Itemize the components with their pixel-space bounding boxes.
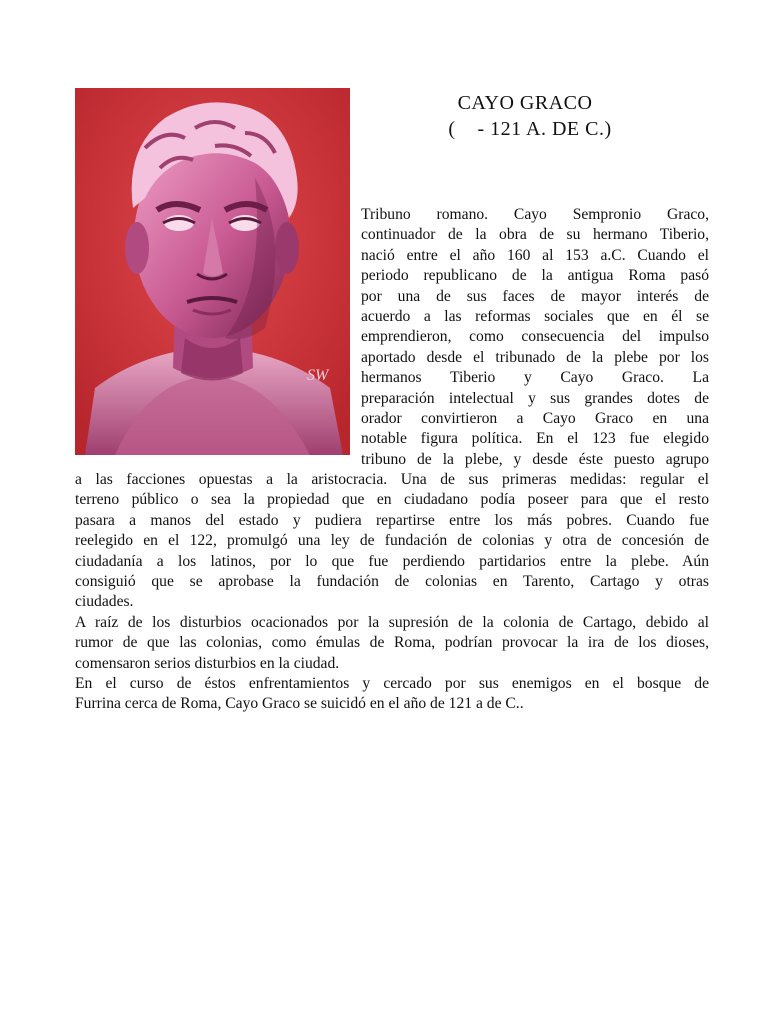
text-line: periodo republicano de la antigua Roma pasó <box>361 267 709 285</box>
text-line: Furrina cerca de Roma, Cayo Graco se suicidó en el año de 121 a de C.. <box>75 695 524 713</box>
text-line: orador convirtieron a Cayo Graco en una <box>361 410 709 428</box>
text-line: consiguió que se aprobase la fundación de colonias en Tarento, Cartago y otras <box>75 573 709 591</box>
page-subtitle-dates: ( - 121 A. DE C.) <box>448 118 612 140</box>
body-text-right-column <box>361 205 709 470</box>
text-line: pasara a manos del estado y pudiera repartirse entre los más pobres. Cuando fue <box>75 511 709 529</box>
text-line: Tribuno romano. Cayo Sempronio Graco, <box>361 206 709 223</box>
text-line: por una de sus faces de mayor interés de <box>361 287 709 305</box>
text-line: continuador de la obra de su hermano Tiberio, <box>361 226 709 244</box>
text-line: aportado desde el tribunado de la plebe por los <box>361 348 709 366</box>
text-line: A raíz de los disturbios ocacionados por la supresión de la colonia de Cartago, debido al <box>75 613 709 631</box>
text-line: nació entre el año 160 al 153 a.C. Cuando el <box>361 246 709 264</box>
text-line: ciudadanía a los latinos, por lo que fue perdiendo partidarios entre la plebe. Aún <box>75 552 709 570</box>
text-line: emprendieron, como consecuencia del impulso <box>361 328 709 346</box>
body-text-full-width <box>75 470 709 715</box>
text-line: comensaron serios disturbios en la ciudad. <box>75 654 340 672</box>
artist-signature: SW <box>307 367 329 384</box>
text-line: ciudades. <box>75 593 134 611</box>
text-line: acuerdo a las reformas sociales que en él se <box>361 308 709 326</box>
text-line: tribuno de la plebe, y desde éste puesto agrupo <box>361 450 709 468</box>
text-line: hermanos Tiberio y Cayo Graco. La <box>361 369 709 387</box>
text-line: reelegido en el 122, promulgó una ley de fundación de colonias y otra de concesión de <box>75 532 709 550</box>
text-line: rumor de que las colonias, como émulas de Roma, podrían provocar la ira de los dioses, <box>75 634 709 652</box>
page-title: CAYO GRACO <box>457 92 593 114</box>
bust-illustration <box>75 88 350 455</box>
text-line: notable figura política. En el 123 fue elegido <box>361 430 709 448</box>
text-line: En el curso de éstos enfrentamientos y cercado por sus enemigos en el bosque de <box>75 675 709 693</box>
text-line: a las facciones opuestas a la aristocracia. Una de sus primeras medidas: regular el <box>75 471 709 488</box>
text-line: terreno público o sea la propiedad que en ciudadano podía poseer para que el resto <box>75 491 709 509</box>
portrait-image <box>75 88 350 455</box>
text-line: preparación intelectual y sus grandes dotes de <box>361 389 709 407</box>
title-block <box>405 90 655 142</box>
